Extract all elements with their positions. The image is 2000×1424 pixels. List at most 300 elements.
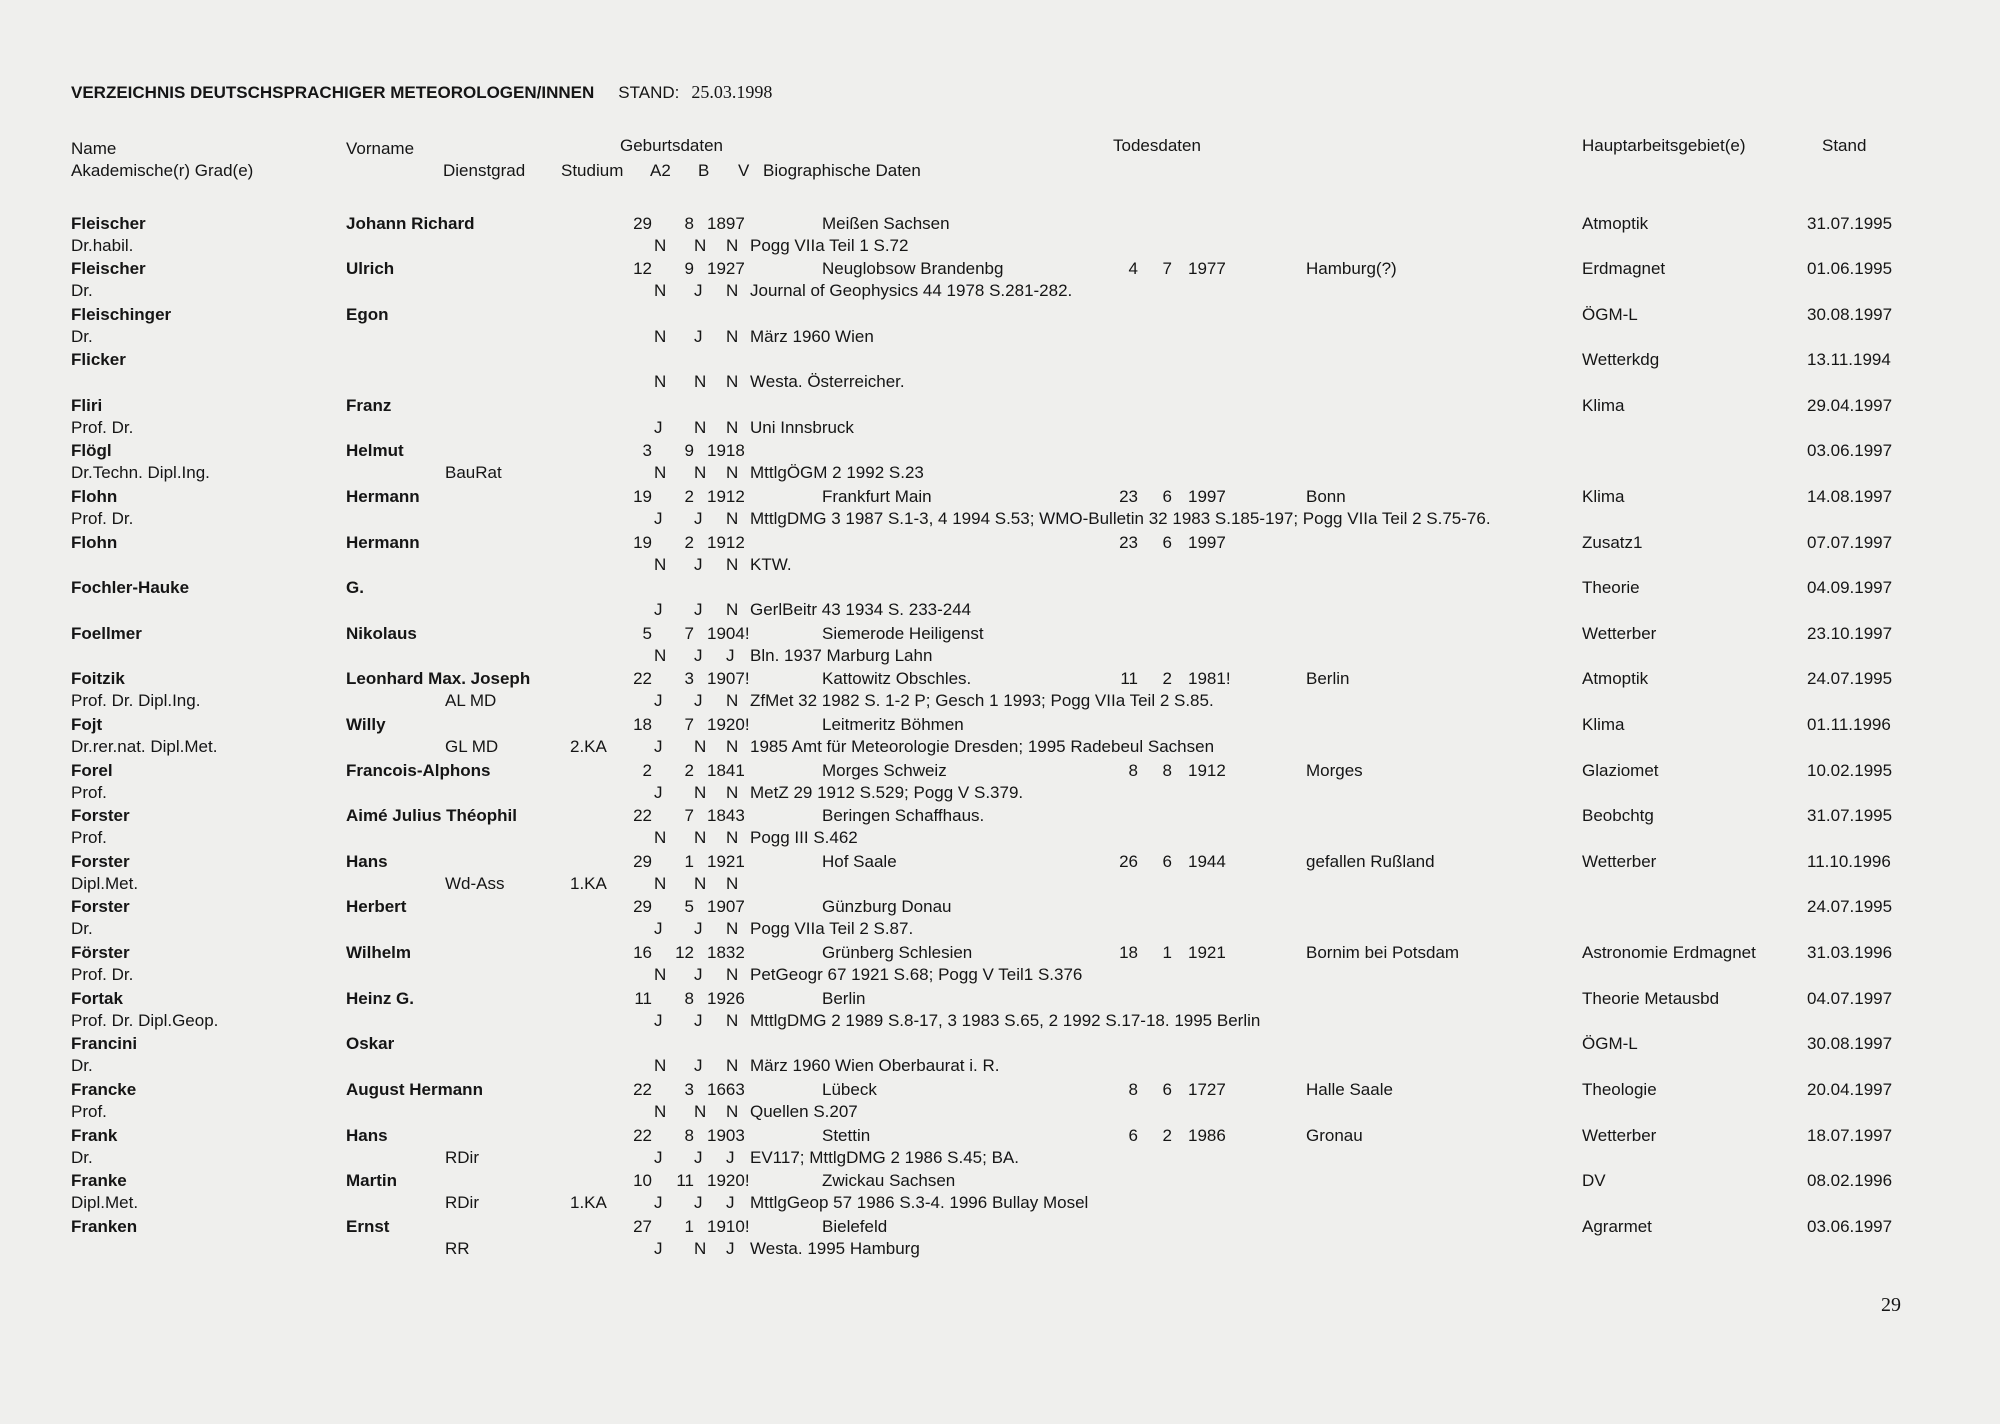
entry-stand: 04.09.1997	[1807, 578, 1893, 597]
entry-b: N	[694, 372, 707, 391]
entry-b: N	[694, 783, 707, 802]
entry-grad: Dr.rer.nat. Dipl.Met.	[71, 737, 218, 756]
entry-name: Fortak	[71, 989, 123, 1008]
entry-vorname: Ernst	[346, 1217, 390, 1236]
entry-birth-year: 1843	[707, 806, 745, 825]
entry-birth-month: 7	[684, 715, 694, 734]
entry-name: Forster	[71, 897, 130, 916]
entry-stand: 20.04.1997	[1807, 1080, 1893, 1099]
entry-birth-year: 1912	[707, 533, 745, 552]
stand-label: STAND:	[618, 83, 680, 102]
entry-field: Wetterber	[1582, 852, 1657, 871]
entry-b: J	[694, 691, 703, 710]
page-number: 29	[1881, 1294, 1901, 1316]
entry-bio: KTW.	[750, 555, 792, 574]
entry-v: N	[726, 828, 739, 847]
entry-birth-place: Hof Saale	[822, 852, 897, 871]
entry-bio: Uni Innsbruck	[750, 418, 854, 437]
entry-grad: Prof. Dr.	[71, 418, 134, 437]
entry-dienstgrad: RDir	[445, 1193, 479, 1212]
entry-stand: 18.07.1997	[1807, 1126, 1893, 1145]
entry-birth-place: Zwickau Sachsen	[822, 1171, 956, 1190]
entry-a2: J	[654, 1239, 663, 1258]
entry-v: J	[726, 646, 735, 665]
entry-field: Wetterber	[1582, 1126, 1657, 1145]
header-dienstgrad: Dienstgrad	[443, 161, 526, 180]
entry-birth-place: Grünberg Schlesien	[822, 943, 973, 962]
entry-vorname: Hermann	[346, 533, 420, 552]
entry-v: N	[726, 691, 739, 710]
entry-field: Astronomie Erdmagnet	[1582, 943, 1756, 962]
entry-v: J	[726, 1193, 735, 1212]
entry-name: Foellmer	[71, 624, 142, 643]
header-geburtsdaten: Geburtsdaten	[620, 136, 724, 155]
entry-birth-day: 22	[633, 1080, 652, 1099]
entry-grad: Dr.	[71, 1056, 93, 1075]
entry-vorname: Wilhelm	[346, 943, 412, 962]
entry-dienstgrad: Wd-Ass	[445, 874, 505, 893]
entry-b: N	[694, 236, 707, 255]
entry-vorname: Hans	[346, 1126, 388, 1145]
entry-a2: J	[654, 919, 663, 938]
entry-a2: N	[654, 372, 667, 391]
entry-birth-day: 22	[633, 806, 652, 825]
entry-a2: J	[654, 509, 663, 528]
entry-vorname: G.	[346, 578, 364, 597]
entry-b: J	[694, 281, 703, 300]
entry-birth-place: Neuglobsow Brandenbg	[822, 259, 1004, 278]
entry-death-day: 11	[1120, 669, 1138, 688]
entry-v: N	[726, 281, 739, 300]
entry-a2: J	[654, 1011, 663, 1030]
entry-birth-month: 5	[684, 897, 694, 916]
header-name: Name	[71, 139, 117, 158]
entry-bio: Pogg VIIa Teil 1 S.72	[750, 236, 909, 255]
entry-birth-year: 1918	[707, 441, 745, 460]
entry-b: N	[694, 737, 707, 756]
entry-grad: Prof.	[71, 1102, 107, 1121]
entry-v: N	[726, 965, 739, 984]
entry-bio: Pogg III S.462	[750, 828, 858, 847]
entry-vorname: Aimé Julius Théophil	[346, 806, 517, 825]
entry-name: Fleischinger	[71, 305, 172, 324]
entry-studium: 1.KA	[570, 1193, 607, 1212]
entry-death-place: gefallen Rußland	[1306, 852, 1435, 871]
entry-a2: J	[654, 737, 663, 756]
entry-vorname: Nikolaus	[346, 624, 417, 643]
entry-vorname: Martin	[346, 1171, 397, 1190]
entry-v: N	[726, 509, 739, 528]
entry-stand: 24.07.1995	[1807, 897, 1893, 916]
entry-stand: 31.07.1995	[1807, 214, 1893, 233]
entry-field: Beobchtg	[1582, 806, 1654, 825]
entry-bio: MttlgDMG 2 1989 S.8-17, 3 1983 S.65, 2 1992 S.17-18. 1995 Berlin	[750, 1011, 1261, 1030]
header-todesdaten: Todesdaten	[1113, 136, 1201, 155]
entry-death-year: 1981!	[1188, 669, 1231, 688]
entry-death-year: 1944	[1188, 852, 1226, 871]
entry-field: Zusatz1	[1582, 533, 1643, 552]
entry-v: J	[726, 1148, 735, 1167]
entry-v: N	[726, 555, 739, 574]
entry-studium: 2.KA	[570, 737, 607, 756]
header-v: V	[738, 161, 750, 180]
entry-birth-place: Frankfurt Main	[822, 487, 932, 506]
entry-a2: J	[654, 1148, 663, 1167]
entry-bio: 1985 Amt für Meteorologie Dresden; 1995 Radebeul Sachsen	[750, 737, 1215, 756]
entry-stand: 30.08.1997	[1807, 305, 1893, 324]
entry-stand: 01.11.1996	[1807, 715, 1891, 734]
entry-field: Wetterkdg	[1582, 350, 1660, 369]
entry-death-month: 6	[1162, 487, 1172, 506]
entry-birth-year: 1907	[707, 897, 745, 916]
entry-birth-day: 19	[633, 487, 652, 506]
entry-grad: Prof. Dr. Dipl.Ing.	[71, 691, 201, 710]
entry-name: Förster	[71, 943, 130, 962]
document-title	[71, 82, 772, 103]
entry-grad: Prof.	[71, 783, 107, 802]
entry-field: Erdmagnet	[1582, 259, 1666, 278]
entry-v: N	[726, 463, 739, 482]
entry-field: Wetterber	[1582, 624, 1657, 643]
entry-stand: 03.06.1997	[1807, 441, 1893, 460]
entry-vorname: Johann Richard	[346, 214, 475, 233]
entry-field: DV	[1582, 1171, 1606, 1190]
entry-death-place: Gronau	[1306, 1126, 1363, 1145]
header-stand: Stand	[1822, 136, 1867, 155]
entry-name: Frank	[71, 1126, 118, 1145]
entry-birth-month: 8	[684, 989, 694, 1008]
entry-stand: 31.03.1996	[1807, 943, 1893, 962]
entry-birth-day: 12	[633, 259, 652, 278]
entry-death-month: 2	[1162, 669, 1172, 688]
entry-vorname: Herbert	[346, 897, 407, 916]
entry-dienstgrad: AL MD	[445, 691, 497, 710]
entry-bio: MttlgÖGM 2 1992 S.23	[750, 463, 924, 482]
entry-birth-month: 9	[684, 259, 694, 278]
entry-birth-month: 7	[684, 806, 694, 825]
entry-birth-month: 2	[684, 761, 694, 780]
entry-stand: 30.08.1997	[1807, 1034, 1893, 1053]
entry-vorname: Ulrich	[346, 259, 395, 278]
entry-b: J	[694, 965, 703, 984]
entry-field: Agrarmet	[1582, 1217, 1652, 1236]
entry-a2: J	[654, 783, 663, 802]
entry-a2: N	[654, 281, 667, 300]
entry-death-place: Berlin	[1306, 669, 1350, 688]
entry-death-day: 8	[1128, 1080, 1138, 1099]
header-vorname: Vorname	[346, 139, 415, 158]
entry-vorname: Franz	[346, 396, 392, 415]
entry-death-day: 23	[1119, 487, 1138, 506]
entry-death-day: 4	[1128, 259, 1138, 278]
entry-stand: 31.07.1995	[1807, 806, 1893, 825]
entry-death-year: 1986	[1188, 1126, 1226, 1145]
entry-birth-day: 29	[633, 897, 652, 916]
entry-a2: J	[654, 600, 663, 619]
entry-birth-day: 5	[642, 624, 652, 643]
entry-name: Franke	[71, 1171, 127, 1190]
entry-grad: Prof. Dr.	[71, 509, 134, 528]
entry-field: ÖGM-L	[1582, 305, 1638, 324]
entry-birth-day: 29	[633, 214, 652, 233]
entry-death-year: 1977	[1188, 259, 1226, 278]
entry-birth-year: 1663	[707, 1080, 745, 1099]
entry-stand: 03.06.1997	[1807, 1217, 1893, 1236]
entry-bio: GerlBeitr 43 1934 S. 233-244	[750, 600, 972, 619]
entry-bio: März 1960 Wien	[750, 327, 874, 346]
entry-bio: MetZ 29 1912 S.529; Pogg V S.379.	[750, 783, 1024, 802]
entry-birth-place: Meißen Sachsen	[822, 214, 950, 233]
entry-birth-month: 12	[675, 943, 694, 962]
header-b: B	[698, 161, 710, 180]
entry-a2: J	[654, 691, 663, 710]
entry-birth-year: 1897	[707, 214, 745, 233]
entry-name: Forster	[71, 852, 130, 871]
entry-grad: Prof. Dr.	[71, 965, 134, 984]
entry-name: Flohn	[71, 487, 118, 506]
entry-a2: N	[654, 874, 667, 893]
entry-bio: Westa. 1995 Hamburg	[750, 1239, 920, 1258]
entry-birth-place: Kattowitz Obschles.	[822, 669, 972, 688]
entry-stand: 11.10.1996	[1807, 852, 1891, 871]
entry-bio: MttlgDMG 3 1987 S.1-3, 4 1994 S.53; WMO-Bulletin 32 1983 S.185-197; Pogg VIIa Teil 2 S.75-76.	[750, 509, 1491, 528]
entry-b: J	[694, 1148, 703, 1167]
entry-death-place: Morges	[1306, 761, 1363, 780]
entry-name: Forster	[71, 806, 130, 825]
entry-grad: Prof.	[71, 828, 107, 847]
entry-grad: Dr.Techn. Dipl.Ing.	[71, 463, 210, 482]
entry-stand: 29.04.1997	[1807, 396, 1893, 415]
entry-birth-year: 1921	[707, 852, 745, 871]
entry-birth-year: 1920!	[707, 715, 750, 734]
entry-field: Klima	[1582, 396, 1625, 415]
entry-death-place: Bornim bei Potsdam	[1306, 943, 1460, 962]
entry-dienstgrad: RR	[445, 1239, 470, 1258]
entry-bio: ZfMet 32 1982 S. 1-2 P; Gesch 1 1993; Pogg VIIa Teil 2 S.85.	[750, 691, 1214, 710]
entry-grad: Dipl.Met.	[71, 1193, 139, 1212]
entry-b: J	[694, 1193, 703, 1212]
entry-grad: Prof. Dr. Dipl.Geop.	[71, 1011, 219, 1030]
entry-v: N	[726, 236, 739, 255]
header-studium: Studium	[561, 161, 624, 180]
header-hauptarbeitsgebiet: Hauptarbeitsgebiet(e)	[1582, 136, 1746, 155]
entry-name: Flögl	[71, 441, 112, 460]
entry-birth-place: Günzburg Donau	[822, 897, 952, 916]
entry-v: N	[726, 372, 739, 391]
entry-vorname: Oskar	[346, 1034, 395, 1053]
entry-name: Francini	[71, 1034, 138, 1053]
header-bio: Biographische Daten	[763, 161, 921, 180]
entry-vorname: Egon	[346, 305, 389, 324]
entry-birth-year: 1920!	[707, 1171, 750, 1190]
entry-grad: Dr.	[71, 281, 93, 300]
entry-v: N	[726, 1011, 739, 1030]
entry-v: N	[726, 783, 739, 802]
entry-name: Fochler-Hauke	[71, 578, 190, 597]
entry-birth-place: Bielefeld	[822, 1217, 888, 1236]
entry-birth-month: 1	[684, 852, 694, 871]
entry-b: J	[694, 919, 703, 938]
entry-birth-place: Beringen Schaffhaus.	[822, 806, 985, 825]
entry-field: Klima	[1582, 487, 1625, 506]
entry-vorname: Hans	[346, 852, 388, 871]
entry-b: N	[694, 463, 707, 482]
entry-grad: Dr.habil.	[71, 236, 134, 255]
entry-death-year: 1727	[1188, 1080, 1226, 1099]
entry-death-day: 8	[1128, 761, 1138, 780]
stand-date: 25.03.1998	[691, 82, 773, 102]
entry-a2: N	[654, 1102, 667, 1121]
entry-studium: 1.KA	[570, 874, 607, 893]
entry-birth-month: 2	[684, 533, 694, 552]
entry-birth-day: 27	[633, 1217, 652, 1236]
entry-v: N	[726, 737, 739, 756]
entry-field: Atmoptik	[1582, 669, 1649, 688]
entry-stand: 24.07.1995	[1807, 669, 1893, 688]
entry-field: Theorie	[1582, 578, 1640, 597]
entry-v: N	[726, 327, 739, 346]
entry-birth-year: 1926	[707, 989, 745, 1008]
entry-birth-year: 1904!	[707, 624, 750, 643]
entry-name: Foitzik	[71, 669, 125, 688]
entry-grad: Dr.	[71, 327, 93, 346]
entry-birth-day: 3	[642, 441, 652, 460]
entry-death-year: 1912	[1188, 761, 1226, 780]
entry-death-place: Hamburg(?)	[1306, 259, 1397, 278]
entry-bio: Pogg VIIa Teil 2 S.87.	[750, 919, 914, 938]
entry-birth-day: 18	[633, 715, 652, 734]
entry-stand: 14.08.1997	[1807, 487, 1893, 506]
entry-bio: PetGeogr 67 1921 S.68; Pogg V Teil1 S.376	[750, 965, 1083, 984]
entry-name: Flohn	[71, 533, 118, 552]
entry-vorname: Francois-Alphons	[346, 761, 491, 780]
entry-stand: 01.06.1995	[1807, 259, 1893, 278]
entry-birth-month: 8	[684, 214, 694, 233]
entry-v: N	[726, 874, 739, 893]
entry-death-day: 23	[1119, 533, 1138, 552]
entry-grad: Dr.	[71, 1148, 93, 1167]
entry-death-month: 6	[1162, 852, 1172, 871]
entry-v: N	[726, 418, 739, 437]
entry-a2: J	[654, 1193, 663, 1212]
entry-b: J	[694, 327, 703, 346]
entry-a2: N	[654, 828, 667, 847]
entry-name: Franken	[71, 1217, 138, 1236]
entry-stand: 13.11.1994	[1807, 350, 1891, 369]
entry-name: Fleischer	[71, 259, 146, 278]
entry-bio: Westa. Österreicher.	[750, 372, 905, 391]
entry-birth-year: 1841	[707, 761, 745, 780]
entry-birth-month: 3	[684, 1080, 694, 1099]
entry-birth-month: 2	[684, 487, 694, 506]
entry-birth-day: 2	[642, 761, 652, 780]
header-a2: A2	[650, 161, 671, 180]
entry-bio: Bln. 1937 Marburg Lahn	[750, 646, 933, 665]
entry-b: N	[694, 874, 707, 893]
entry-stand: 07.07.1997	[1807, 533, 1893, 552]
entry-field: Atmoptik	[1582, 214, 1649, 233]
entry-dienstgrad: BauRat	[445, 463, 502, 482]
entry-birth-year: 1927	[707, 259, 745, 278]
entry-dienstgrad: GL MD	[445, 737, 499, 756]
entry-bio: Journal of Geophysics 44 1978 S.281-282.	[750, 281, 1073, 300]
entry-death-month: 8	[1162, 761, 1172, 780]
entry-death-place: Halle Saale	[1306, 1080, 1393, 1099]
entry-birth-place: Morges Schweiz	[822, 761, 947, 780]
entry-field: Klima	[1582, 715, 1625, 734]
entry-vorname: Leonhard Max. Joseph	[346, 669, 531, 688]
entry-birth-year: 1907!	[707, 669, 750, 688]
entry-vorname: Hermann	[346, 487, 420, 506]
entry-birth-month: 7	[684, 624, 694, 643]
entry-death-day: 6	[1128, 1126, 1138, 1145]
entry-birth-month: 11	[676, 1171, 694, 1190]
entry-birth-month: 1	[684, 1217, 694, 1236]
entry-birth-year: 1832	[707, 943, 745, 962]
entry-a2: N	[654, 646, 667, 665]
header-grad: Akademische(r) Grad(e)	[71, 161, 254, 180]
entry-death-month: 6	[1162, 533, 1172, 552]
entry-grad: Dipl.Met.	[71, 874, 139, 893]
entry-name: Forel	[71, 761, 113, 780]
entry-b: J	[694, 509, 703, 528]
entry-death-year: 1921	[1188, 943, 1226, 962]
entry-field: Theorie Metausbd	[1582, 989, 1720, 1008]
entry-birth-place: Siemerode Heiligenst	[822, 624, 984, 643]
entry-a2: N	[654, 1056, 667, 1075]
entry-death-place: Bonn	[1306, 487, 1346, 506]
entry-b: J	[694, 646, 703, 665]
entry-v: J	[726, 1239, 735, 1258]
entry-birth-day: 16	[633, 943, 652, 962]
entry-bio: Quellen S.207	[750, 1102, 858, 1121]
entry-birth-place: Stettin	[822, 1126, 871, 1145]
entry-b: N	[694, 418, 707, 437]
entry-birth-day: 22	[633, 669, 652, 688]
entry-name: Flicker	[71, 350, 126, 369]
entry-birth-month: 8	[684, 1126, 694, 1145]
entry-a2: J	[654, 418, 663, 437]
entry-birth-place: Leitmeritz Böhmen	[822, 715, 964, 734]
entry-v: N	[726, 1056, 739, 1075]
entry-b: J	[694, 1011, 703, 1030]
entry-stand: 10.02.1995	[1807, 761, 1893, 780]
entry-death-day: 18	[1119, 943, 1138, 962]
entry-birth-year: 1910!	[707, 1217, 750, 1236]
entry-field: Theologie	[1582, 1080, 1657, 1099]
entry-birth-place: Lübeck	[822, 1080, 877, 1099]
entry-v: N	[726, 600, 739, 619]
entry-bio: März 1960 Wien Oberbaurat i. R.	[750, 1056, 1000, 1075]
entry-stand: 23.10.1997	[1807, 624, 1893, 643]
entry-name: Fojt	[71, 715, 103, 734]
entry-birth-day: 19	[633, 533, 652, 552]
title-text: VERZEICHNIS DEUTSCHSPRACHIGER METEOROLOGEN/INNEN	[71, 83, 595, 102]
entry-v: N	[726, 919, 739, 938]
entry-bio: MttlgGeop 57 1986 S.3-4. 1996 Bullay Mosel	[750, 1193, 1089, 1212]
entry-a2: N	[654, 236, 667, 255]
entry-dienstgrad: RDir	[445, 1148, 479, 1167]
entry-birth-place: Berlin	[822, 989, 866, 1008]
entry-b: J	[694, 1056, 703, 1075]
entry-death-day: 26	[1119, 852, 1138, 871]
entry-birth-year: 1912	[707, 487, 745, 506]
entry-birth-day: 10	[633, 1171, 652, 1190]
entry-b: J	[694, 555, 703, 574]
entry-birth-day: 11	[634, 989, 652, 1008]
entry-name: Francke	[71, 1080, 137, 1099]
entry-b: N	[694, 1239, 707, 1258]
